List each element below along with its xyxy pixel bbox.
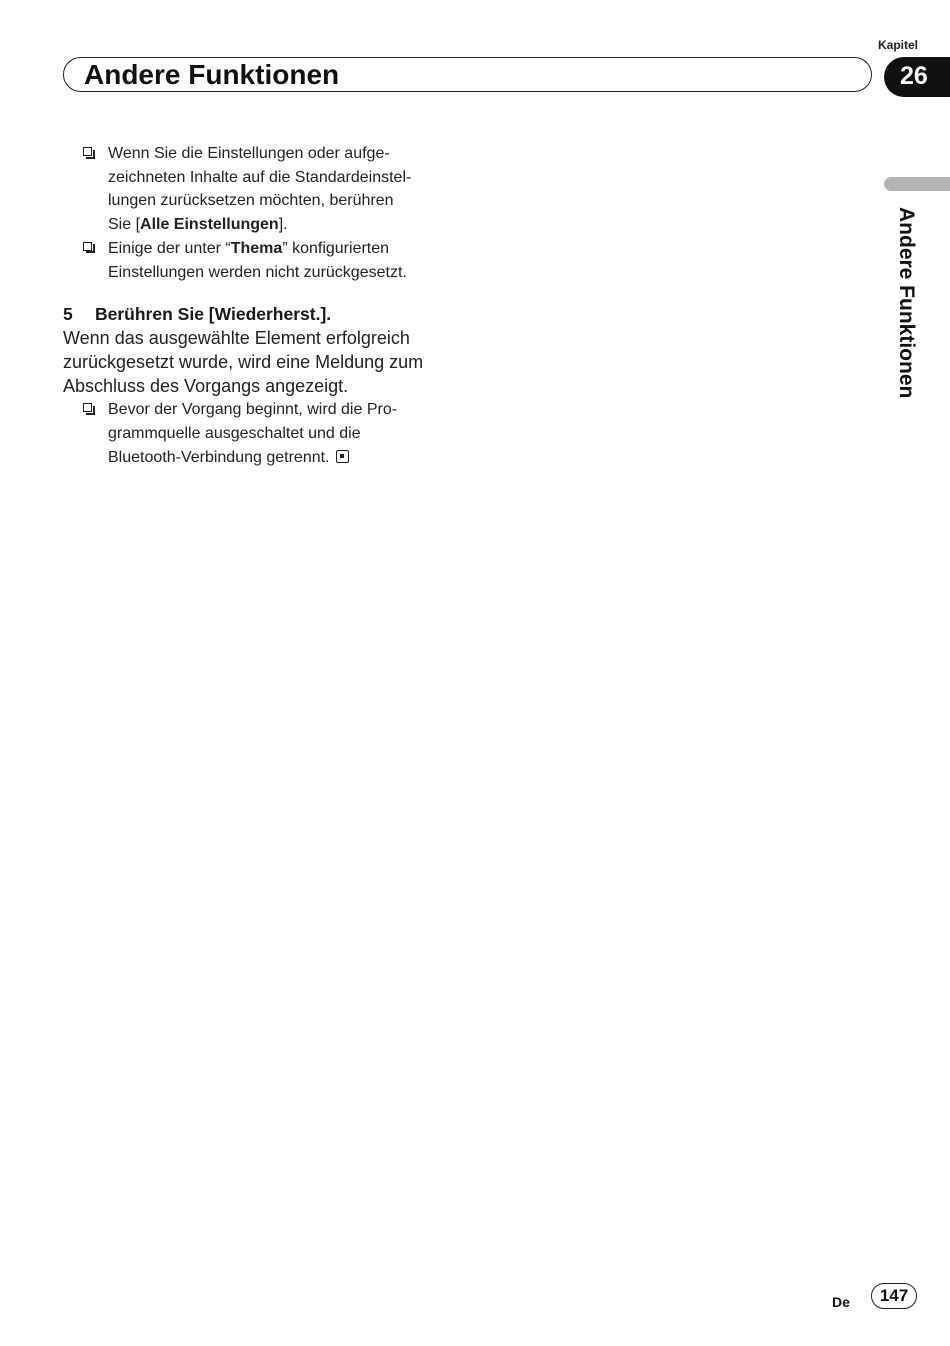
note-icon xyxy=(83,147,92,156)
kapitel-label: Kapitel xyxy=(878,38,919,52)
note-item xyxy=(63,237,453,284)
step-body: Wenn das ausgewählte Element erfolgreich zurückgesetzt wurde, wird eine Meldung zum Abschluss des Vorgangs angezeigt. xyxy=(63,328,424,397)
note-item xyxy=(63,142,453,237)
note-icon xyxy=(83,403,92,412)
chapter-number: 26 xyxy=(900,62,928,90)
chapter-badge xyxy=(884,57,950,97)
side-tab-marker xyxy=(884,177,950,191)
note-text: Einige der unter “Thema” konfigurierten Einstellungen werden nicht zurückgesetzt. xyxy=(108,239,407,281)
end-of-section-icon xyxy=(336,450,349,463)
step-number: 5 xyxy=(63,304,73,325)
note-item xyxy=(63,398,453,469)
note-bold-term: Thema xyxy=(230,239,283,257)
note-text: Bevor der Vorgang beginnt, wird die Pro- grammquelle ausgeschaltet und die Bluetooth-Verbindung getrennt. xyxy=(108,401,398,466)
language-code: De xyxy=(832,1294,850,1310)
side-section-label: Andere Funktionen xyxy=(895,207,918,399)
note-bold-term: Alle Einstellungen xyxy=(140,216,279,234)
page-number-box xyxy=(871,1283,917,1309)
note-text: Wenn Sie die Einstellungen oder aufge- zeichneten Inhalte auf die Standardeinstel- lungen zurücksetzen möchten, berühren Sie [Alle Einstellungen]. xyxy=(108,145,412,234)
note-icon xyxy=(83,242,92,251)
step-heading-text: Berühren Sie [Wiederherst.]. xyxy=(95,304,332,325)
page-number: 147 xyxy=(879,1286,909,1305)
step-heading xyxy=(63,302,453,326)
main-content xyxy=(63,142,453,469)
page-title: Andere Funktionen xyxy=(84,59,340,90)
title-bar xyxy=(63,57,872,92)
